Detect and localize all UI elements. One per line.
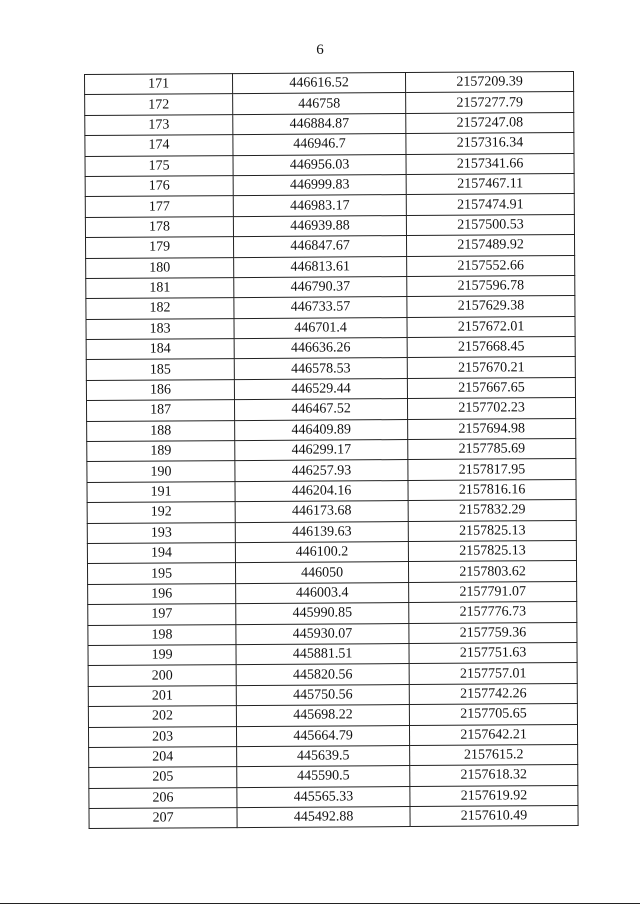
table-row xyxy=(86,296,575,319)
y-coordinate-cell: 2157642.21 xyxy=(409,724,577,745)
y-coordinate-cell: 2157776.73 xyxy=(409,602,577,623)
point-number-cell: 187 xyxy=(86,400,234,421)
y-coordinate-cell: 2157759.36 xyxy=(409,622,577,643)
y-coordinate-cell: 2157629.38 xyxy=(407,296,575,317)
y-coordinate-cell: 2157832.29 xyxy=(408,500,576,521)
x-coordinate-cell: 445881.51 xyxy=(236,643,409,664)
y-coordinate-cell: 2157615.2 xyxy=(410,744,578,765)
point-number-cell: 207 xyxy=(89,808,237,829)
table-row xyxy=(86,275,575,298)
y-coordinate-cell: 2157247.08 xyxy=(406,112,574,133)
table-row xyxy=(86,377,575,400)
x-coordinate-cell: 446956.03 xyxy=(233,154,406,175)
table-row xyxy=(88,683,577,706)
y-coordinate-cell: 2157785.69 xyxy=(408,439,576,460)
point-number-cell: 203 xyxy=(88,726,236,747)
point-number-cell: 183 xyxy=(86,318,234,339)
y-coordinate-cell: 2157751.63 xyxy=(409,642,577,663)
x-coordinate-cell: 446257.93 xyxy=(235,460,408,481)
x-coordinate-cell: 445664.79 xyxy=(236,725,409,746)
y-coordinate-cell: 2157672.01 xyxy=(407,316,575,337)
y-coordinate-cell: 2157803.62 xyxy=(408,561,576,582)
table-row xyxy=(89,765,578,788)
y-coordinate-cell: 2157209.39 xyxy=(405,72,573,93)
y-coordinate-cell: 2157618.32 xyxy=(410,765,578,786)
x-coordinate-cell: 446299.17 xyxy=(235,440,408,461)
point-number-cell: 196 xyxy=(88,583,236,604)
coordinate-table-body xyxy=(85,72,579,829)
x-coordinate-cell: 445492.88 xyxy=(237,807,410,828)
point-number-cell: 190 xyxy=(87,461,235,482)
y-coordinate-cell: 2157552.66 xyxy=(407,255,575,276)
table-row xyxy=(88,622,577,645)
x-coordinate-cell: 446139.63 xyxy=(235,521,408,542)
point-number-cell: 185 xyxy=(86,359,234,380)
coordinate-table xyxy=(84,71,579,829)
y-coordinate-cell: 2157596.78 xyxy=(407,275,575,296)
x-coordinate-cell: 445990.85 xyxy=(236,603,409,624)
y-coordinate-cell: 2157702.23 xyxy=(407,398,575,419)
point-number-cell: 184 xyxy=(86,339,234,360)
table-row xyxy=(88,663,577,686)
x-coordinate-cell: 446884.87 xyxy=(233,113,406,134)
y-coordinate-cell: 2157610.49 xyxy=(410,806,578,827)
y-coordinate-cell: 2157825.13 xyxy=(408,540,576,561)
x-coordinate-cell: 446946.7 xyxy=(233,134,406,155)
x-coordinate-cell: 446409.89 xyxy=(235,419,408,440)
table-row xyxy=(89,806,578,829)
y-coordinate-cell: 2157500.53 xyxy=(406,214,574,235)
table-row xyxy=(87,439,576,462)
table-row xyxy=(87,418,576,441)
y-coordinate-cell: 2157817.95 xyxy=(408,459,576,480)
x-coordinate-cell: 445698.22 xyxy=(236,705,409,726)
table-row xyxy=(87,561,576,584)
point-number-cell: 200 xyxy=(88,665,236,686)
table-row xyxy=(89,785,578,808)
point-number-cell: 192 xyxy=(87,502,235,523)
y-coordinate-cell: 2157474.91 xyxy=(406,194,574,215)
x-coordinate-cell: 446100.2 xyxy=(235,542,408,563)
x-coordinate-cell: 446636.26 xyxy=(234,338,407,359)
y-coordinate-cell: 2157816.16 xyxy=(408,479,576,500)
table-row xyxy=(87,500,576,523)
point-number-cell: 171 xyxy=(85,74,233,95)
x-coordinate-cell: 446204.16 xyxy=(235,480,408,501)
x-coordinate-cell: 445750.56 xyxy=(236,684,409,705)
x-coordinate-cell: 446790.37 xyxy=(234,276,407,297)
y-coordinate-cell: 2157668.45 xyxy=(407,337,575,358)
y-coordinate-cell: 2157705.65 xyxy=(409,704,577,725)
x-coordinate-cell: 446758 xyxy=(233,93,406,114)
table-row xyxy=(87,459,576,482)
table-row xyxy=(85,133,574,156)
x-coordinate-cell: 446939.88 xyxy=(233,215,406,236)
y-coordinate-cell: 2157670.21 xyxy=(407,357,575,378)
y-coordinate-cell: 2157489.92 xyxy=(406,235,574,256)
x-coordinate-cell: 445590.5 xyxy=(237,766,410,787)
table-row xyxy=(86,337,575,360)
y-coordinate-cell: 2157619.92 xyxy=(410,785,578,806)
point-number-cell: 186 xyxy=(86,379,234,400)
y-coordinate-cell: 2157667.65 xyxy=(407,377,575,398)
x-coordinate-cell: 446529.44 xyxy=(234,378,407,399)
x-coordinate-cell: 446813.61 xyxy=(234,256,407,277)
point-number-cell: 193 xyxy=(87,522,235,543)
y-coordinate-cell: 2157757.01 xyxy=(409,663,577,684)
page-number: 6 xyxy=(316,42,324,58)
table-row xyxy=(85,153,574,176)
x-coordinate-cell: 445820.56 xyxy=(236,664,409,685)
table-row xyxy=(85,112,574,135)
table-row xyxy=(85,235,574,258)
table-row xyxy=(87,520,576,543)
table-row xyxy=(86,255,575,278)
x-coordinate-cell: 446999.83 xyxy=(233,174,406,195)
point-number-cell: 205 xyxy=(89,767,237,788)
x-coordinate-cell: 446173.68 xyxy=(235,501,408,522)
x-coordinate-cell: 446733.57 xyxy=(234,297,407,318)
y-coordinate-cell: 2157791.07 xyxy=(409,581,577,602)
x-coordinate-cell: 446983.17 xyxy=(233,195,406,216)
point-number-cell: 178 xyxy=(85,216,233,237)
point-number-cell: 175 xyxy=(85,155,233,176)
table-row xyxy=(85,92,574,115)
point-number-cell: 195 xyxy=(87,563,235,584)
table-row xyxy=(88,581,577,604)
x-coordinate-cell: 446003.4 xyxy=(236,582,409,603)
scan-edge-line xyxy=(0,903,640,904)
point-number-cell: 179 xyxy=(85,237,233,258)
table-row xyxy=(85,72,574,95)
point-number-cell: 174 xyxy=(85,135,233,156)
point-number-cell: 198 xyxy=(88,624,236,645)
x-coordinate-cell: 446050 xyxy=(235,562,408,583)
x-coordinate-cell: 446701.4 xyxy=(234,317,407,338)
table-row xyxy=(85,173,574,196)
x-coordinate-cell: 446578.53 xyxy=(234,358,407,379)
point-number-cell: 199 xyxy=(88,645,236,666)
table-row xyxy=(88,642,577,665)
point-number-cell: 204 xyxy=(89,746,237,767)
point-number-cell: 172 xyxy=(85,94,233,115)
point-number-cell: 182 xyxy=(86,298,234,319)
point-number-cell: 206 xyxy=(89,787,237,808)
x-coordinate-cell: 446847.67 xyxy=(233,236,406,257)
table-row xyxy=(86,398,575,421)
y-coordinate-cell: 2157825.13 xyxy=(408,520,576,541)
point-number-cell: 201 xyxy=(88,685,236,706)
y-coordinate-cell: 2157341.66 xyxy=(406,153,574,174)
table-row xyxy=(86,357,575,380)
y-coordinate-cell: 2157467.11 xyxy=(406,173,574,194)
table-row xyxy=(88,602,577,625)
table-row xyxy=(89,744,578,767)
table-row xyxy=(85,214,574,237)
point-number-cell: 194 xyxy=(87,543,235,564)
y-coordinate-cell: 2157742.26 xyxy=(409,683,577,704)
point-number-cell: 189 xyxy=(87,441,235,462)
table-row xyxy=(88,704,577,727)
x-coordinate-cell: 445639.5 xyxy=(237,745,410,766)
point-number-cell: 202 xyxy=(88,706,236,727)
point-number-cell: 176 xyxy=(85,176,233,197)
y-coordinate-cell: 2157316.34 xyxy=(406,133,574,154)
x-coordinate-cell: 446616.52 xyxy=(233,73,406,94)
point-number-cell: 181 xyxy=(86,277,234,298)
table-row xyxy=(85,194,574,217)
x-coordinate-cell: 446467.52 xyxy=(234,399,407,420)
y-coordinate-cell: 2157277.79 xyxy=(406,92,574,113)
point-number-cell: 191 xyxy=(87,481,235,502)
table-row xyxy=(87,540,576,563)
point-number-cell: 197 xyxy=(88,604,236,625)
table-row xyxy=(86,316,575,339)
x-coordinate-cell: 445930.07 xyxy=(236,623,409,644)
table-row xyxy=(88,724,577,747)
x-coordinate-cell: 445565.33 xyxy=(237,786,410,807)
point-number-cell: 188 xyxy=(87,420,235,441)
point-number-cell: 173 xyxy=(85,114,233,135)
y-coordinate-cell: 2157694.98 xyxy=(408,418,576,439)
point-number-cell: 177 xyxy=(85,196,233,217)
table-row xyxy=(87,479,576,502)
point-number-cell: 180 xyxy=(86,257,234,278)
